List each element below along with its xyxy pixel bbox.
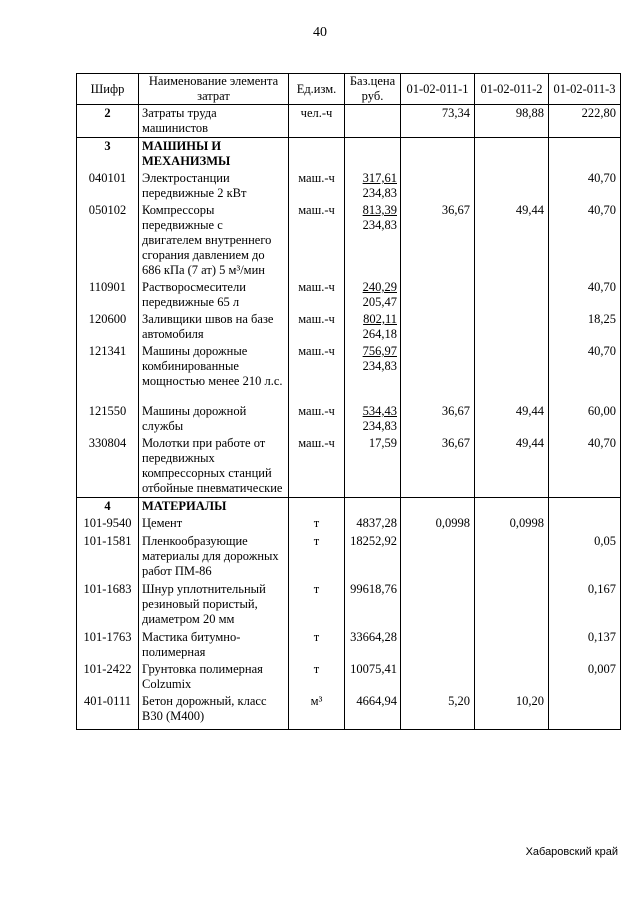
- row-price: [345, 533, 401, 581]
- row-unit: маш.-ч: [289, 311, 345, 343]
- table-body: [77, 105, 621, 730]
- table-row: [77, 105, 621, 138]
- row-unit: м³: [289, 693, 345, 729]
- row-name: МАШИНЫ И МЕХАНИЗМЫ: [139, 138, 289, 171]
- row-value-1: [401, 279, 475, 311]
- row-code: 101-1683: [77, 581, 139, 629]
- row-unit: маш.-ч: [289, 202, 345, 279]
- row-value-1: [401, 629, 475, 661]
- row-value-1: [401, 498, 475, 516]
- row-code: 101-2422: [77, 661, 139, 693]
- row-name: Шнур уплотнительный резиновый пористый, диаметром 20 мм: [139, 581, 289, 629]
- row-value-3: 40,70: [549, 170, 621, 202]
- row-price: [345, 279, 401, 311]
- row-value-2: 10,20: [475, 693, 549, 729]
- row-price: [345, 629, 401, 661]
- row-value-1: 36,67: [401, 202, 475, 279]
- row-value-3: 60,00: [549, 403, 621, 435]
- row-value-3: 40,70: [549, 202, 621, 279]
- row-value-1: [401, 343, 475, 403]
- row-value-2: 98,88: [475, 105, 549, 138]
- row-unit: чел.-ч: [289, 105, 345, 138]
- table-row: [77, 279, 621, 311]
- row-price: [345, 403, 401, 435]
- price-base: 234,83: [362, 218, 397, 232]
- row-name: Затраты труда машинистов: [139, 105, 289, 138]
- row-name: Цемент: [139, 515, 289, 533]
- price-base: 205,47: [362, 295, 397, 309]
- row-value-2: [475, 311, 549, 343]
- price-current: 17,59: [368, 436, 397, 450]
- row-value-1: 5,20: [401, 693, 475, 729]
- row-code: 110901: [77, 279, 139, 311]
- header-row: [77, 74, 621, 105]
- row-value-2: [475, 279, 549, 311]
- row-code: 330804: [77, 435, 139, 498]
- row-name: Компрессоры передвижные с двигателем внутреннего сгорания давлением до 686 кПа (7 ат) 5 м³/мин: [139, 202, 289, 279]
- row-code: 4: [77, 498, 139, 516]
- price-base: 234,83: [362, 359, 397, 373]
- row-value-1: [401, 581, 475, 629]
- row-code: 3: [77, 138, 139, 171]
- row-name: Машины дорожной службы: [139, 403, 289, 435]
- price-base: 234,83: [362, 419, 397, 433]
- row-value-3: 40,70: [549, 279, 621, 311]
- row-name: МАТЕРИАЛЫ: [139, 498, 289, 516]
- price-current: 756,97: [362, 344, 397, 358]
- table-row: [77, 138, 621, 171]
- row-price: [345, 202, 401, 279]
- row-name: Бетон дорожный, класс В30 (М400): [139, 693, 289, 729]
- price-base: 234,83: [362, 186, 397, 200]
- row-unit: т: [289, 629, 345, 661]
- row-code: 121341: [77, 343, 139, 403]
- row-value-2: 49,44: [475, 202, 549, 279]
- header-unit: Ед.изм.: [289, 74, 345, 105]
- row-code: 401-0111: [77, 693, 139, 729]
- row-value-2: [475, 629, 549, 661]
- header-col-1: 01-02-011-1: [401, 74, 475, 105]
- row-unit: т: [289, 515, 345, 533]
- row-name: Пленкообразующие материалы для дорожных работ ПМ-86: [139, 533, 289, 581]
- row-unit: маш.-ч: [289, 279, 345, 311]
- row-value-1: 36,67: [401, 435, 475, 498]
- row-value-2: [475, 170, 549, 202]
- row-name: Молотки при работе от передвижных компрессорных станций отбойные пневматические: [139, 435, 289, 498]
- cost-table: [76, 73, 621, 730]
- page-number: 40: [313, 25, 327, 40]
- row-value-2: 0,0998: [475, 515, 549, 533]
- row-value-1: 36,67: [401, 403, 475, 435]
- row-value-3: [549, 515, 621, 533]
- row-unit: маш.-ч: [289, 170, 345, 202]
- row-code: 2: [77, 105, 139, 138]
- row-price: [345, 661, 401, 693]
- row-price: [345, 105, 401, 138]
- row-value-3: [549, 138, 621, 171]
- price-current: 99618,76: [350, 582, 397, 596]
- row-code: 101-1581: [77, 533, 139, 581]
- row-code: 050102: [77, 202, 139, 279]
- row-code: 101-1763: [77, 629, 139, 661]
- row-price: [345, 515, 401, 533]
- row-value-3: 40,70: [549, 435, 621, 498]
- table-row: [77, 629, 621, 661]
- table-row: [77, 693, 621, 729]
- row-value-3: 18,25: [549, 311, 621, 343]
- row-value-1: [401, 170, 475, 202]
- row-unit: маш.-ч: [289, 343, 345, 403]
- price-current: 534,43: [362, 404, 397, 418]
- row-value-3: 0,05: [549, 533, 621, 581]
- row-value-3: 0,137: [549, 629, 621, 661]
- row-price: [345, 435, 401, 498]
- row-value-2: 49,44: [475, 403, 549, 435]
- table-row: [77, 533, 621, 581]
- row-value-1: 0,0998: [401, 515, 475, 533]
- row-code: 120600: [77, 311, 139, 343]
- row-name: Грунтовка полимерная Colzumix: [139, 661, 289, 693]
- row-value-1: [401, 661, 475, 693]
- price-current: 802,11: [363, 312, 397, 326]
- header-name: Наименование элемента затрат: [139, 74, 289, 105]
- row-code: 121550: [77, 403, 139, 435]
- table-row: [77, 202, 621, 279]
- price-current: 33664,28: [350, 630, 397, 644]
- row-code: 101-9540: [77, 515, 139, 533]
- row-value-2: [475, 343, 549, 403]
- table-row: [77, 311, 621, 343]
- header-col-3: 01-02-011-3: [549, 74, 621, 105]
- table-row: [77, 515, 621, 533]
- row-value-3: [549, 498, 621, 516]
- row-value-3: 0,007: [549, 661, 621, 693]
- table-row: [77, 581, 621, 629]
- row-value-3: 222,80: [549, 105, 621, 138]
- row-value-3: 0,167: [549, 581, 621, 629]
- price-current: 18252,92: [350, 534, 397, 548]
- table-row: [77, 170, 621, 202]
- header-price: Баз.цена руб.: [345, 74, 401, 105]
- price-current: 240,29: [362, 280, 397, 294]
- row-price: [345, 170, 401, 202]
- row-value-1: [401, 311, 475, 343]
- table-row: [77, 403, 621, 435]
- price-current: 10075,41: [350, 662, 397, 676]
- row-price: [345, 343, 401, 403]
- row-value-2: [475, 498, 549, 516]
- row-value-2: [475, 533, 549, 581]
- price-current: 4664,94: [356, 694, 397, 708]
- row-value-2: [475, 661, 549, 693]
- row-price: [345, 138, 401, 171]
- row-name: Электростанции передвижные 2 кВт: [139, 170, 289, 202]
- row-unit: маш.-ч: [289, 435, 345, 498]
- header-code: Шифр: [77, 74, 139, 105]
- row-value-2: 49,44: [475, 435, 549, 498]
- header-col-2: 01-02-011-2: [475, 74, 549, 105]
- row-code: 040101: [77, 170, 139, 202]
- row-value-1: 73,34: [401, 105, 475, 138]
- table-row: [77, 498, 621, 516]
- row-value-2: [475, 138, 549, 171]
- row-price: [345, 498, 401, 516]
- row-name: Заливщики швов на базе автомобиля: [139, 311, 289, 343]
- row-unit: [289, 138, 345, 171]
- row-price: [345, 581, 401, 629]
- row-unit: т: [289, 581, 345, 629]
- table-row: [77, 343, 621, 403]
- footer-region: Хабаровский край: [525, 846, 618, 858]
- row-name: Мастика битумно-полимерная: [139, 629, 289, 661]
- row-unit: маш.-ч: [289, 403, 345, 435]
- row-unit: [289, 498, 345, 516]
- price-current: 317,61: [362, 171, 397, 185]
- price-current: 4837,28: [356, 516, 397, 530]
- row-name: Растворосмесители передвижные 65 л: [139, 279, 289, 311]
- row-value-3: 40,70: [549, 343, 621, 403]
- row-value-3: [549, 693, 621, 729]
- row-price: [345, 311, 401, 343]
- row-value-1: [401, 533, 475, 581]
- row-value-2: [475, 581, 549, 629]
- price-current: 813,39: [362, 203, 397, 217]
- table-row: [77, 435, 621, 498]
- row-value-1: [401, 138, 475, 171]
- table-row: [77, 661, 621, 693]
- price-base: 264,18: [362, 327, 397, 341]
- row-price: [345, 693, 401, 729]
- row-name: Машины дорожные комбинированные мощностью менее 210 л.с.: [139, 343, 289, 403]
- row-unit: т: [289, 661, 345, 693]
- row-unit: т: [289, 533, 345, 581]
